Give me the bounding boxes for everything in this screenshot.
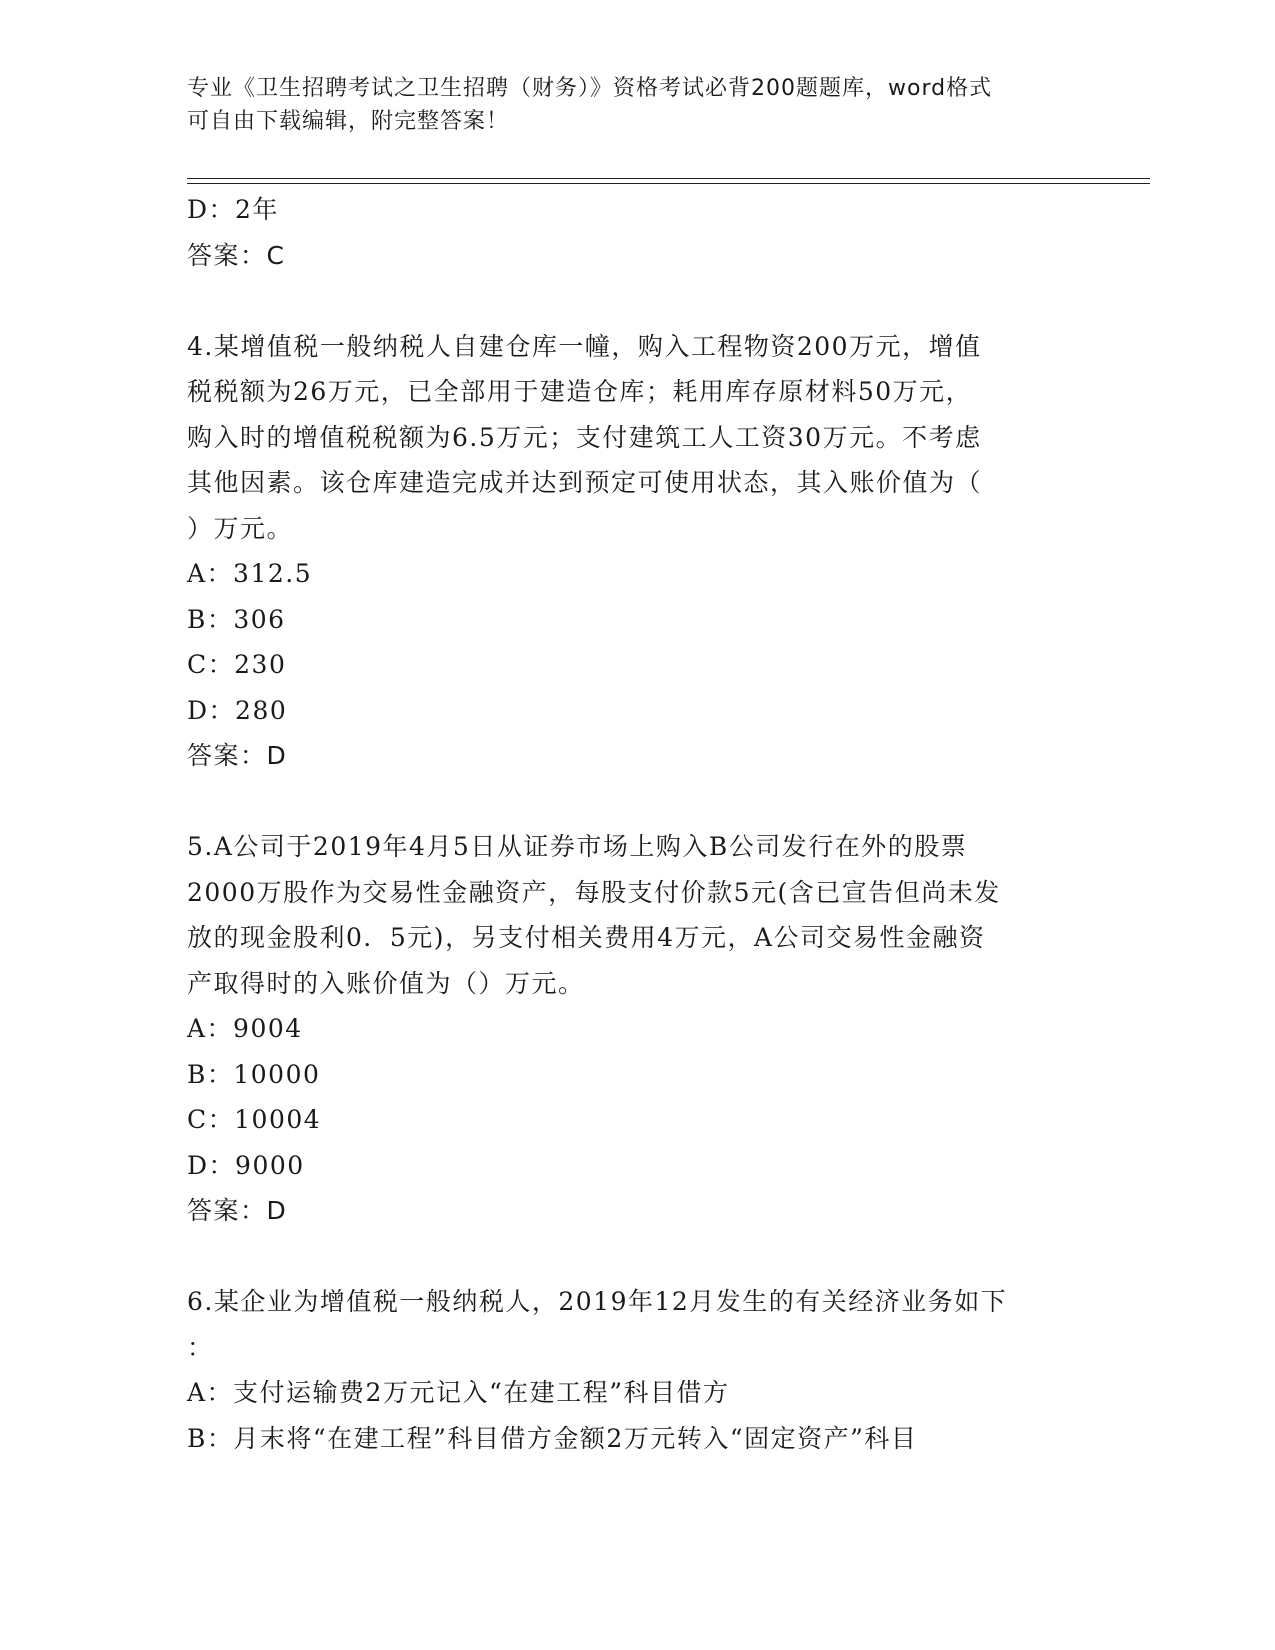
question-5-option-b: B：10000 <box>187 1059 321 1089</box>
question-4-line: 其他因素。该仓库建造完成并达到预定可使用状态，其入账价值为（ <box>187 468 983 497</box>
question-5-line: 2000万股作为交易性金融资产，每股支付价款5元(含已宣告但尚未发 <box>187 877 1001 907</box>
question-4-line: 4.某增值税一般纳税人自建仓库一幢，购入工程物资200万元，增值 <box>187 331 982 361</box>
question-4-option-c: C：230 <box>187 650 287 679</box>
question-4-option-d: D：280 <box>187 695 288 725</box>
question-4-line: 税税额为26万元，已全部用于建造仓库；耗用库存原材料50万元， <box>187 377 973 406</box>
question-4-line: 购入时的增值税税额为6.5万元；支付建筑工人工资30万元。不考虑 <box>187 422 982 452</box>
prev-answer: 答案：C <box>187 240 286 270</box>
question-5-option-d: D：9000 <box>187 1150 305 1180</box>
prev-option-d: D：2年 <box>187 195 279 224</box>
question-6 <box>187 1279 1087 1461</box>
question-4-line: ）万元。 <box>187 513 294 543</box>
question-4 <box>187 324 1087 779</box>
page-header <box>187 72 1067 138</box>
question-4-option-a: A：312.5 <box>187 559 313 588</box>
question-5-line: 放的现金股利0．5元)，另支付相关费用4万元，A公司交易性金融资 <box>187 923 986 952</box>
question-5-line: 产取得时的入账价值为（）万元。 <box>187 968 585 998</box>
document-body <box>187 187 1087 1461</box>
question-5-option-a: A：9004 <box>187 1014 303 1043</box>
question-4-option-b: B：306 <box>187 604 286 634</box>
question-5 <box>187 824 1087 1234</box>
question-6-option-a: A：支付运输费2万元记入“在建工程”科目借方 <box>187 1378 730 1407</box>
question-4-answer: 答案：D <box>187 741 288 770</box>
question-6-line: 6.某企业为增值税一般纳税人，2019年12月发生的有关经济业务如下 <box>187 1287 1008 1316</box>
question-5-option-c: C：10004 <box>187 1105 322 1134</box>
question-5-line: 5.A公司于2019年4月5日从证券市场上购入B公司发行在外的股票 <box>187 832 968 861</box>
header-title-line-1: 专业《卫生招聘考试之卫生招聘（财务）》资格考试必背200题题库，word格式 <box>187 76 993 101</box>
question-6-option-b: B：月末将“在建工程”科目借方金额2万元转入“固定资产”科目 <box>187 1423 918 1453</box>
header-divider <box>187 178 1150 184</box>
question-6-line: ： <box>187 1332 214 1362</box>
header-title-line-2: 可自由下载编辑，附完整答案！ <box>187 109 510 134</box>
question-5-answer: 答案：D <box>187 1196 288 1225</box>
